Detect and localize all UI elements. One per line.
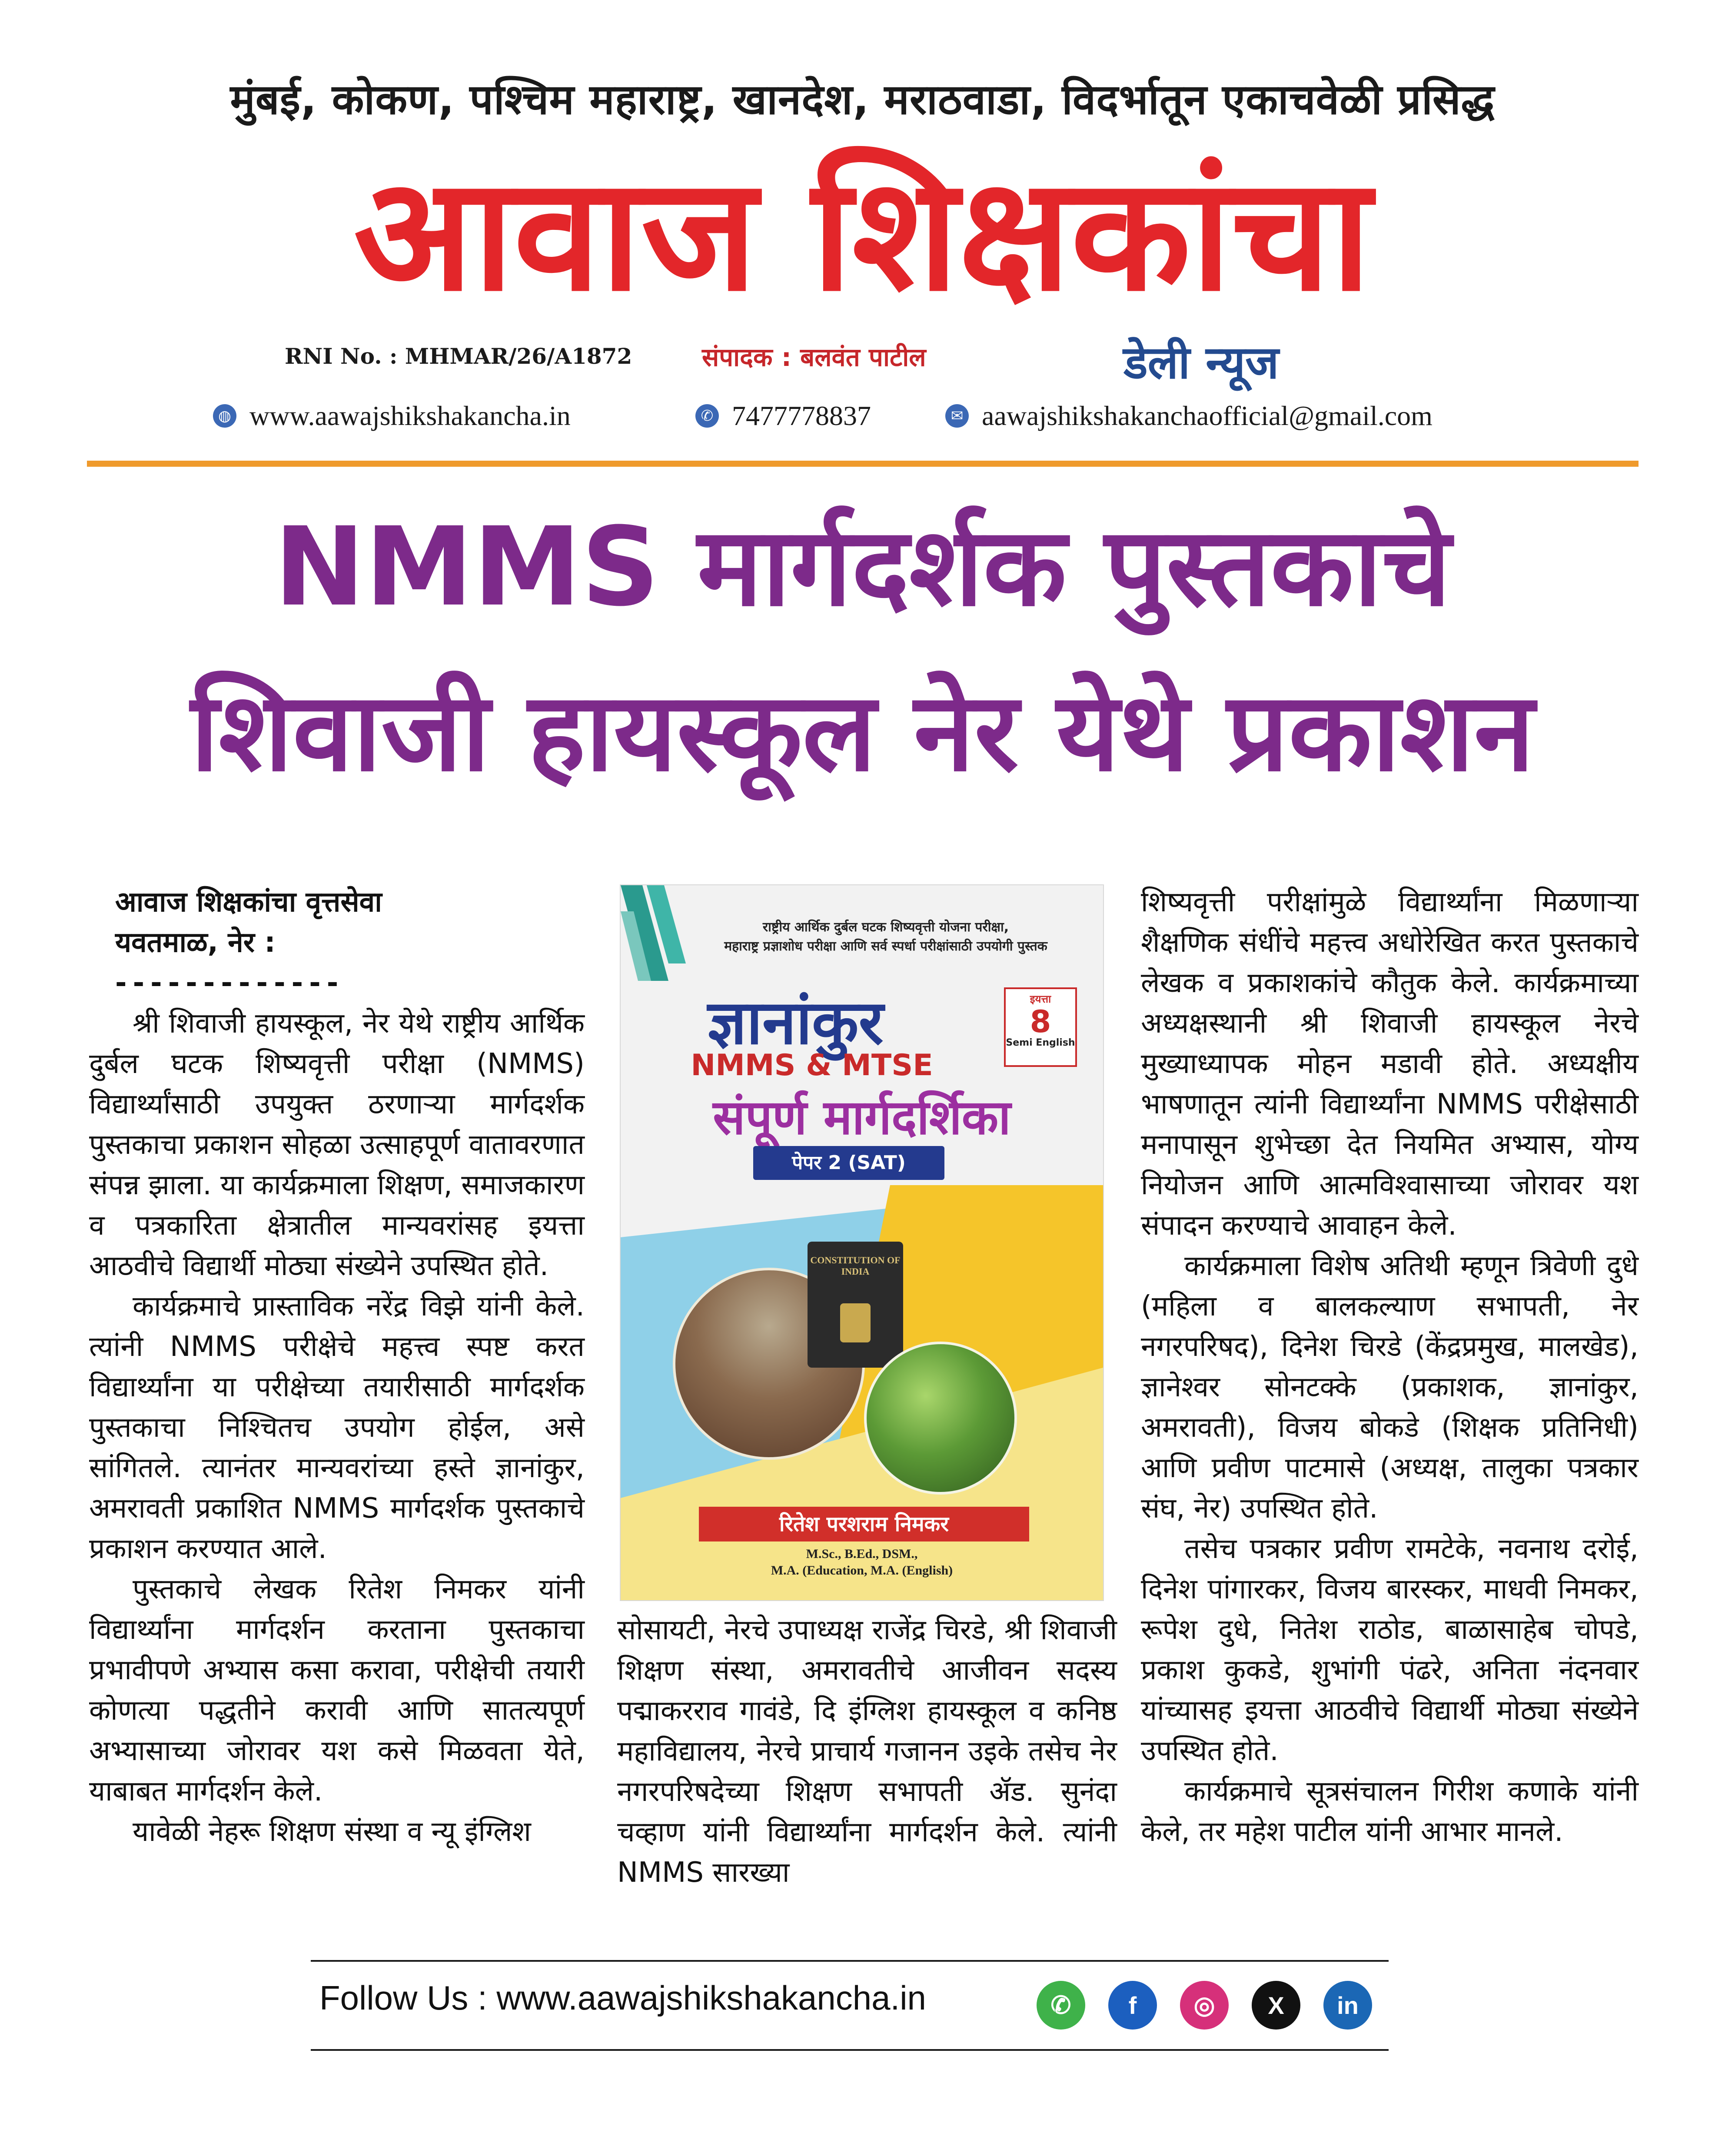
cover-subtitle	[686, 918, 1086, 956]
standard-label: इयत्ता	[1030, 993, 1051, 1005]
standard-badge	[1004, 987, 1077, 1067]
paragraph: यावेळी नेहरू शिक्षण संस्था व न्यू इंग्लिश	[133, 1816, 531, 1848]
tagline: मुंबई, कोकण, पश्चिम महाराष्ट्र, खानदेश, मराठवाडा, विदर्भातून एकाचवेळी प्रसिद्ध	[230, 75, 1495, 124]
paragraph: शिष्यवृत्ती परीक्षांमुळे विद्यार्थ्यांना मिळणाऱ्या शैक्षणिक संधींचे महत्त्व अधोरेखित करत पुस्तकाचे लेखक व प्रकाशकांचे कौतुक केले. कार्यक्रमाच्या अध्यक्षस्थानी श्री शिवाजी हायस्कूल नेरचे मुख्याध्यापक मोहन मडावी होते. अध्यक्षीय भाषणातून त्यांनी विद्यार्थ्यांना NMMS परीक्षेसाठी मनापासून शुभेच्छा देत नियमित अभ्यास, योग्य नियोजन आणि आत्मविश्वासाच्या जोरावर यश संपादन करण्याचे आवाहन केले.	[1141, 886, 1639, 1242]
book-cover-image	[620, 884, 1104, 1601]
footer-bottom-rule	[311, 2049, 1389, 2051]
cover-title: संपूर्ण मार्गदर्शिका	[713, 1090, 1011, 1145]
article-column-3	[1141, 882, 1639, 1852]
cover-author: रितेश परशराम निमकर	[699, 1507, 1029, 1541]
masthead-title: आवाज शिक्षकांचा	[353, 143, 1372, 326]
paragraph: श्री शिवाजी हायस्कूल, नेर येथे राष्ट्रीय आर्थिक दुर्बल घटक शिष्यवृत्ती परीक्षा (NMMS) विद्यार्थ्यांसाठी उपयुक्त ठरणाऱ्या मार्गदर्शक पुस्तकाचा प्रकाशन सोहळा उत्साहपूर्ण वातावरणात संपन्न झाला. या कार्यक्रमाला शिक्षण, समाजकारण व पत्रकारिता क्षेत्रातील मान्यवरांसह इयत्ता आठवीचे विद्यार्थी मोठ्या संख्येने उपस्थित होते.	[89, 1007, 585, 1282]
mail-icon: ✉	[945, 404, 969, 428]
contact-website[interactable]	[213, 400, 571, 432]
header-divider	[87, 461, 1639, 467]
paragraph: तसेच पत्रकार प्रवीण रामटेके, नवनाथ दरोई, दिनेश पांगारकर, विजय बारस्कर, माधवी निमकर, रूपेश दुधे, नितेश राठोड, बाळासाहेब चोपडे, प्रकाश कुकडे, शुभांगी पंढरे, अनिता नंदनवार यांच्यासह इयत्ता आठवीचे विद्यार्थी मोठ्या संख्येने उपस्थित होते.	[1141, 1533, 1639, 1767]
emblem-icon	[840, 1303, 871, 1342]
facebook-icon[interactable]: f	[1108, 1981, 1157, 2030]
headline-line-1: NMMS मार्गदर्शक पुस्तकाचे	[274, 504, 1451, 630]
phone-text[interactable]: 7477778837	[732, 400, 871, 431]
standard-number: 8	[1030, 1004, 1051, 1040]
email-text[interactable]: aawajshikshakanchaofficial@gmail.com	[982, 400, 1433, 431]
article-column-1	[89, 882, 585, 1852]
contact-email[interactable]	[945, 400, 1433, 432]
footer-top-rule	[311, 1960, 1389, 1962]
follow-us-text[interactable]: Follow Us : www.aawajshikshakancha.in	[319, 1979, 926, 2017]
whatsapp-icon[interactable]: ✆	[1037, 1981, 1085, 2030]
cover-illustration-constitution	[808, 1242, 903, 1368]
paragraph: कार्यक्रमाचे सूत्रसंचालन गिरीश कणाके यांनी केले, तर महेश पाटील यांनी आभार मानले.	[1141, 1775, 1639, 1848]
phone-icon: ✆	[695, 404, 719, 428]
headline-line-2: शिवाजी हायस्कूल नेर येथे प्रकाशन	[190, 669, 1535, 795]
cover-brand: ज्ञानांकुर	[708, 987, 884, 1058]
article-column-2	[617, 1610, 1117, 1893]
cover-subtitle-line-1: राष्ट्रीय आर्थिक दुर्बल घटक शिष्यवृत्ती योजना परीक्षा,	[762, 920, 1009, 935]
medium-label: Semi English	[1006, 1037, 1075, 1048]
contact-phone[interactable]	[695, 400, 871, 432]
paragraph: कार्यक्रमाला विशेष अतिथी म्हणून त्रिवेणी दुधे (महिला व बालकल्याण सभापती, नेर नगरपरिषद), दिनेश चिरडे (केंद्रप्रमुख, मालखेड), ज्ञानेश्वर सोनटक्के (प्रकाशक, ज्ञानांकुर, अमरावती), विजय बोकडे (शिक्षक प्रतिनिधी) आणि प्रवीण पाटमासे (अध्यक्ष, तालुका पत्रकार संघ, नेर) उपस्थित होते.	[1141, 1250, 1639, 1525]
editor-name: संपादक : बलवंत पाटील	[702, 342, 926, 372]
cover-illustration-globe	[864, 1342, 1017, 1495]
daily-news-label: डेली न्यूज	[1123, 336, 1279, 389]
paragraph: कार्यक्रमाचे प्रास्ताविक नरेंद्र विझे यांनी केले. त्यांनी NMMS परीक्षेचे महत्त्व स्पष्ट करत विद्यार्थ्यांना या परीक्षेच्या तयारीसाठी मार्गदर्शक पुस्तकाचा निश्चितच उपयोग होईल, असे सांगितले. त्यानंतर मान्यवरांच्या हस्ते ज्ञानांकुर, अमरावती प्रकाशित NMMS मार्गदर्शक पुस्तकाचे प्रकाशन करण्यात आले.	[89, 1290, 585, 1565]
instagram-icon[interactable]: ◎	[1180, 1981, 1229, 2030]
cover-exam: NMMS & MTSE	[691, 1048, 933, 1083]
separator: -------------	[115, 967, 345, 999]
rni-number: RNI No. : MHMAR/26/A1872	[285, 343, 632, 369]
constitution-text: CONSTITUTION OF INDIA	[810, 1255, 901, 1277]
dateline: यवतमाळ, नेर :	[115, 927, 276, 959]
paragraph: पुस्तकाचे लेखक रितेश निमकर यांनी विद्यार्थ्यांना मार्गदर्शन करताना पुस्तकाचा प्रभावीपणे अभ्यास कसा करावा, परीक्षेची तयारी कोणत्या पद्धतीने करावी आणि सातत्यपूर्ण अभ्यासाच्या जोरावर यश कसे मिळवता येते, याबाबत मार्गदर्शन केले.	[89, 1573, 585, 1807]
qualifications-line-1: M.Sc., B.Ed., DSM.,	[806, 1547, 918, 1561]
cover-author-qualifications	[621, 1546, 1103, 1579]
byline: आवाज शिक्षकांचा वृत्तसेवा	[115, 886, 382, 918]
cover-subtitle-line-2: महाराष्ट्र प्रज्ञाशोध परीक्षा आणि सर्व स्पर्धा परीक्षांसाठी उपयोगी पुस्तक	[724, 939, 1047, 954]
cover-stripes-decoration	[621, 885, 686, 981]
x-icon[interactable]: X	[1252, 1981, 1300, 2030]
qualifications-line-2: M.A. (Education, M.A. (English)	[771, 1563, 953, 1578]
website-text[interactable]: www.aawajshikshakancha.in	[249, 400, 571, 431]
cover-paper-label: पेपर 2 (SAT)	[753, 1146, 944, 1180]
paragraph: सोसायटी, नेरचे उपाध्यक्ष राजेंद्र चिरडे, श्री शिवाजी शिक्षण संस्था, अमरावतीचे आजीवन सदस्य पद्माकरराव गावंडे, दि इंग्लिश हायस्कूल व कनिष्ठ महाविद्यालय, नेरचे प्राचार्य गजानन उइके तसेच नेर नगरपरिषदेच्या शिक्षण सभापती ॲड. सुनंदा चव्हाण यांनी विद्यार्थ्यांना मार्गदर्शन केले. त्यांनी NMMS सारख्या	[617, 1614, 1117, 1889]
globe-icon: ◍	[213, 404, 236, 428]
linkedin-icon[interactable]: in	[1323, 1981, 1372, 2030]
